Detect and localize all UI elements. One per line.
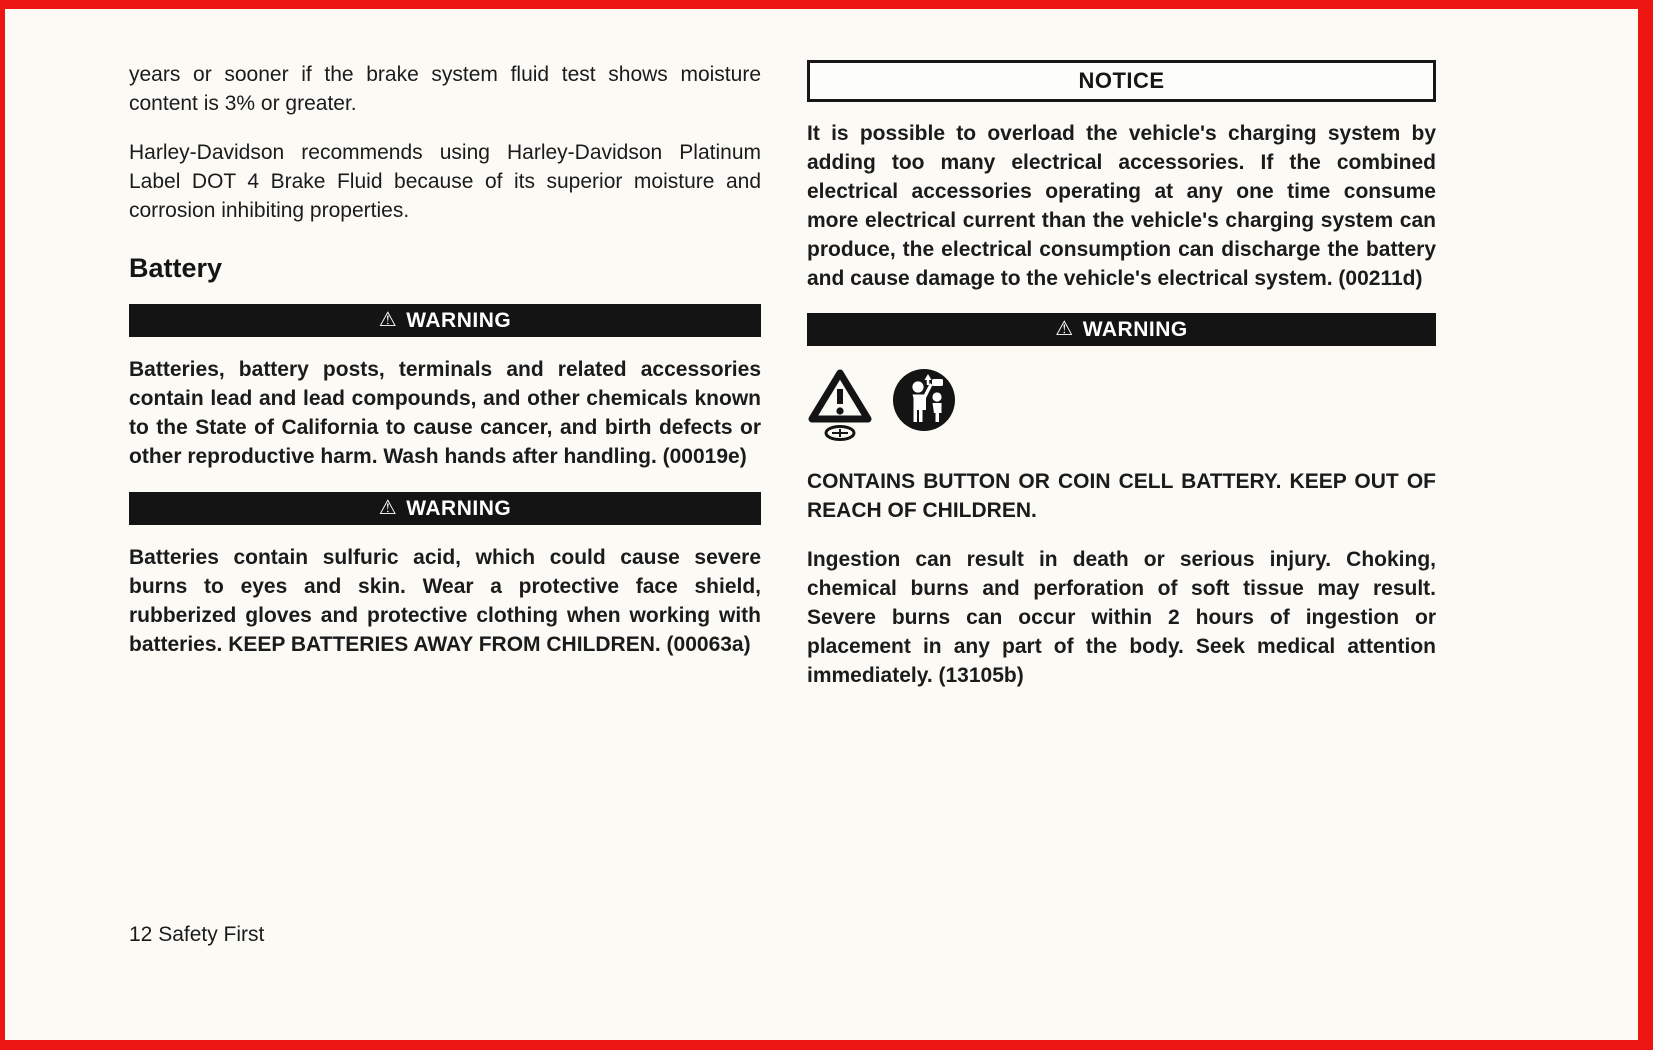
battery-section-heading: Battery: [129, 253, 223, 283]
right-column: [807, 60, 1436, 690]
warning-icon: ⚠: [378, 496, 398, 519]
warning-bar-label: WARNING: [1082, 317, 1188, 341]
scan-edge-right: [1638, 0, 1653, 1050]
warning-icon: ⚠: [378, 308, 398, 331]
brake-fluid-paragraph: years or sooner if the brake system fluid test shows moisture content is 3% or greater.: [129, 63, 761, 115]
coin-cell-caps-paragraph: CONTAINS BUTTON OR COIN CELL BATTERY. KEEP OUT OF REACH OF CHILDREN.: [807, 470, 1436, 522]
scan-edge-bottom: [0, 1040, 1653, 1050]
warning-bar-label: WARNING: [406, 308, 512, 332]
warning-icon: ⚠: [1055, 317, 1074, 340]
notice-label: NOTICE: [1078, 68, 1165, 93]
sulfuric-acid-warning-paragraph: Batteries contain sulfuric acid, which could cause severe burns to eyes and skin. Wear a protective face shield, rubberized gloves and protective clothing when working with batteries. KEEP BATTERIES AWAY FROM CHILDREN. (00063a): [129, 546, 761, 656]
notice-box: [807, 60, 1436, 102]
warning-bar-3: [807, 313, 1436, 346]
warning-bar-1: [129, 304, 761, 337]
scan-edge-left: [0, 0, 5, 1050]
warning-bar-2: [129, 492, 761, 525]
charging-system-notice-paragraph: It is possible to overload the vehicle's charging system by adding too many electrical accessories. If the combined electrical accessories operating at any one time consume more electrical current than the vehicle's charging system can produce, the electrical consumption can discharge the battery and cause damage to the vehicle's electrical system. (00211d): [807, 122, 1436, 290]
brake-fluid-recommendation-paragraph: Harley-Davidson recommends using Harley-Davidson Platinum Label DOT 4 Brake Fluid because of its superior moisture and corrosion inhibiting properties.: [129, 141, 761, 222]
warning-bar-label: WARNING: [406, 496, 512, 520]
scan-edge-top: [0, 0, 1653, 9]
coin-cell-warning-icon: [807, 367, 873, 443]
ingestion-warning-paragraph: Ingestion can result in death or serious injury. Choking, chemical burns and perforation of soft tissue may result. Severe burns can occur within 2 hours of ingestion or placement in any part of the body. Seek medical attention immediately. (13105b): [807, 548, 1436, 687]
keep-away-from-children-icon: [891, 367, 957, 433]
page-footer: 12 Safety First: [129, 923, 265, 946]
battery-safety-icons: [807, 367, 1436, 443]
left-column: [129, 60, 761, 659]
lead-warning-paragraph: Batteries, battery posts, terminals and related accessories contain lead and lead compounds, and other chemicals known to the State of California to cause cancer, and birth defects or other reproductive harm. Wash hands after handling. (00019e): [129, 358, 761, 468]
